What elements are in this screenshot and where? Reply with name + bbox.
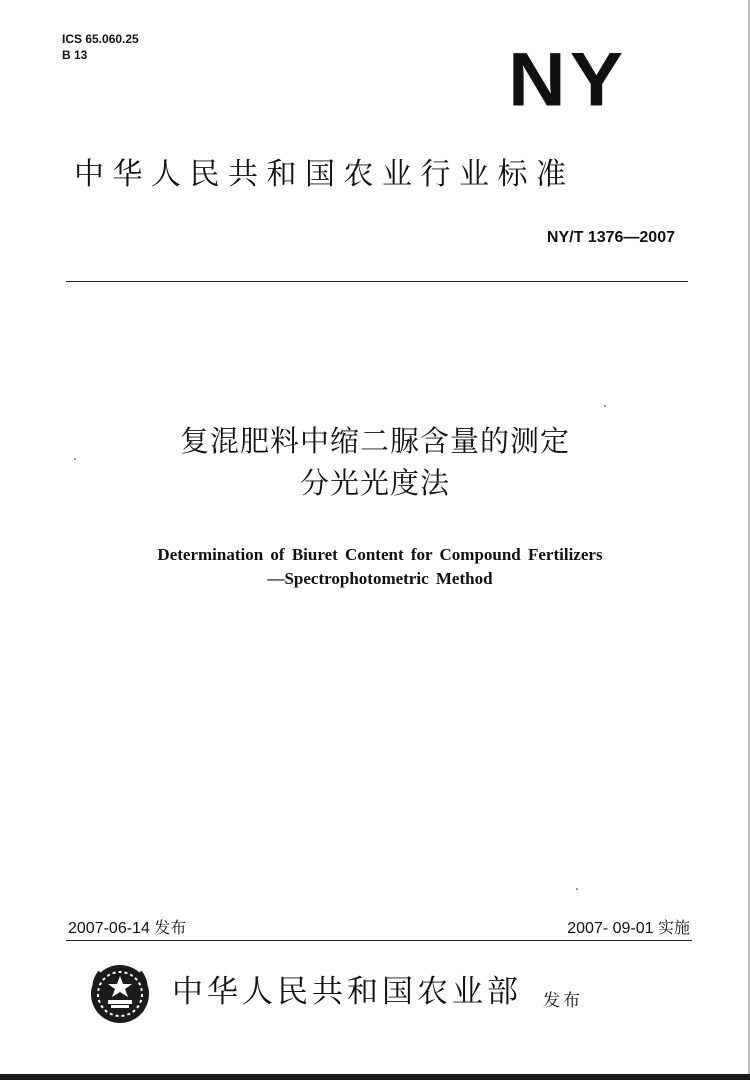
bottom-edge-bar bbox=[0, 1074, 750, 1080]
scan-speck bbox=[74, 458, 76, 460]
english-title bbox=[0, 543, 750, 591]
ny-logo: NY bbox=[508, 37, 628, 122]
top-divider bbox=[66, 281, 688, 282]
bottom-divider bbox=[66, 940, 692, 941]
issue-date: 2007-06-14 发布 bbox=[68, 920, 187, 937]
issuing-action: 发布 bbox=[543, 991, 583, 1011]
chinese-title bbox=[0, 420, 750, 504]
industry-standard-title: 中华人民共和国农业行业标准 bbox=[74, 157, 575, 192]
implement-date: 2007- 09-01 实施 bbox=[567, 920, 690, 937]
issuing-authority: 中华人民共和国农业部 bbox=[172, 974, 522, 1010]
classification-codes bbox=[62, 31, 139, 63]
standard-number: NY/T 1376—2007 bbox=[546, 229, 675, 246]
scan-speck bbox=[576, 888, 578, 890]
ics-code: ICS 65.060.25 bbox=[62, 32, 139, 46]
english-title-line1: Determination of Biuret Content for Compound Fertilizers bbox=[157, 545, 603, 564]
ccs-code: B 13 bbox=[62, 48, 88, 62]
chinese-title-line2: 分光光度法 bbox=[299, 466, 450, 500]
scan-speck bbox=[604, 405, 606, 407]
chinese-title-line1: 复混肥料中缩二脲含量的测定 bbox=[179, 424, 570, 458]
english-title-line2: —Spectrophotometric Method bbox=[267, 569, 493, 588]
national-emblem-icon bbox=[88, 962, 152, 1026]
